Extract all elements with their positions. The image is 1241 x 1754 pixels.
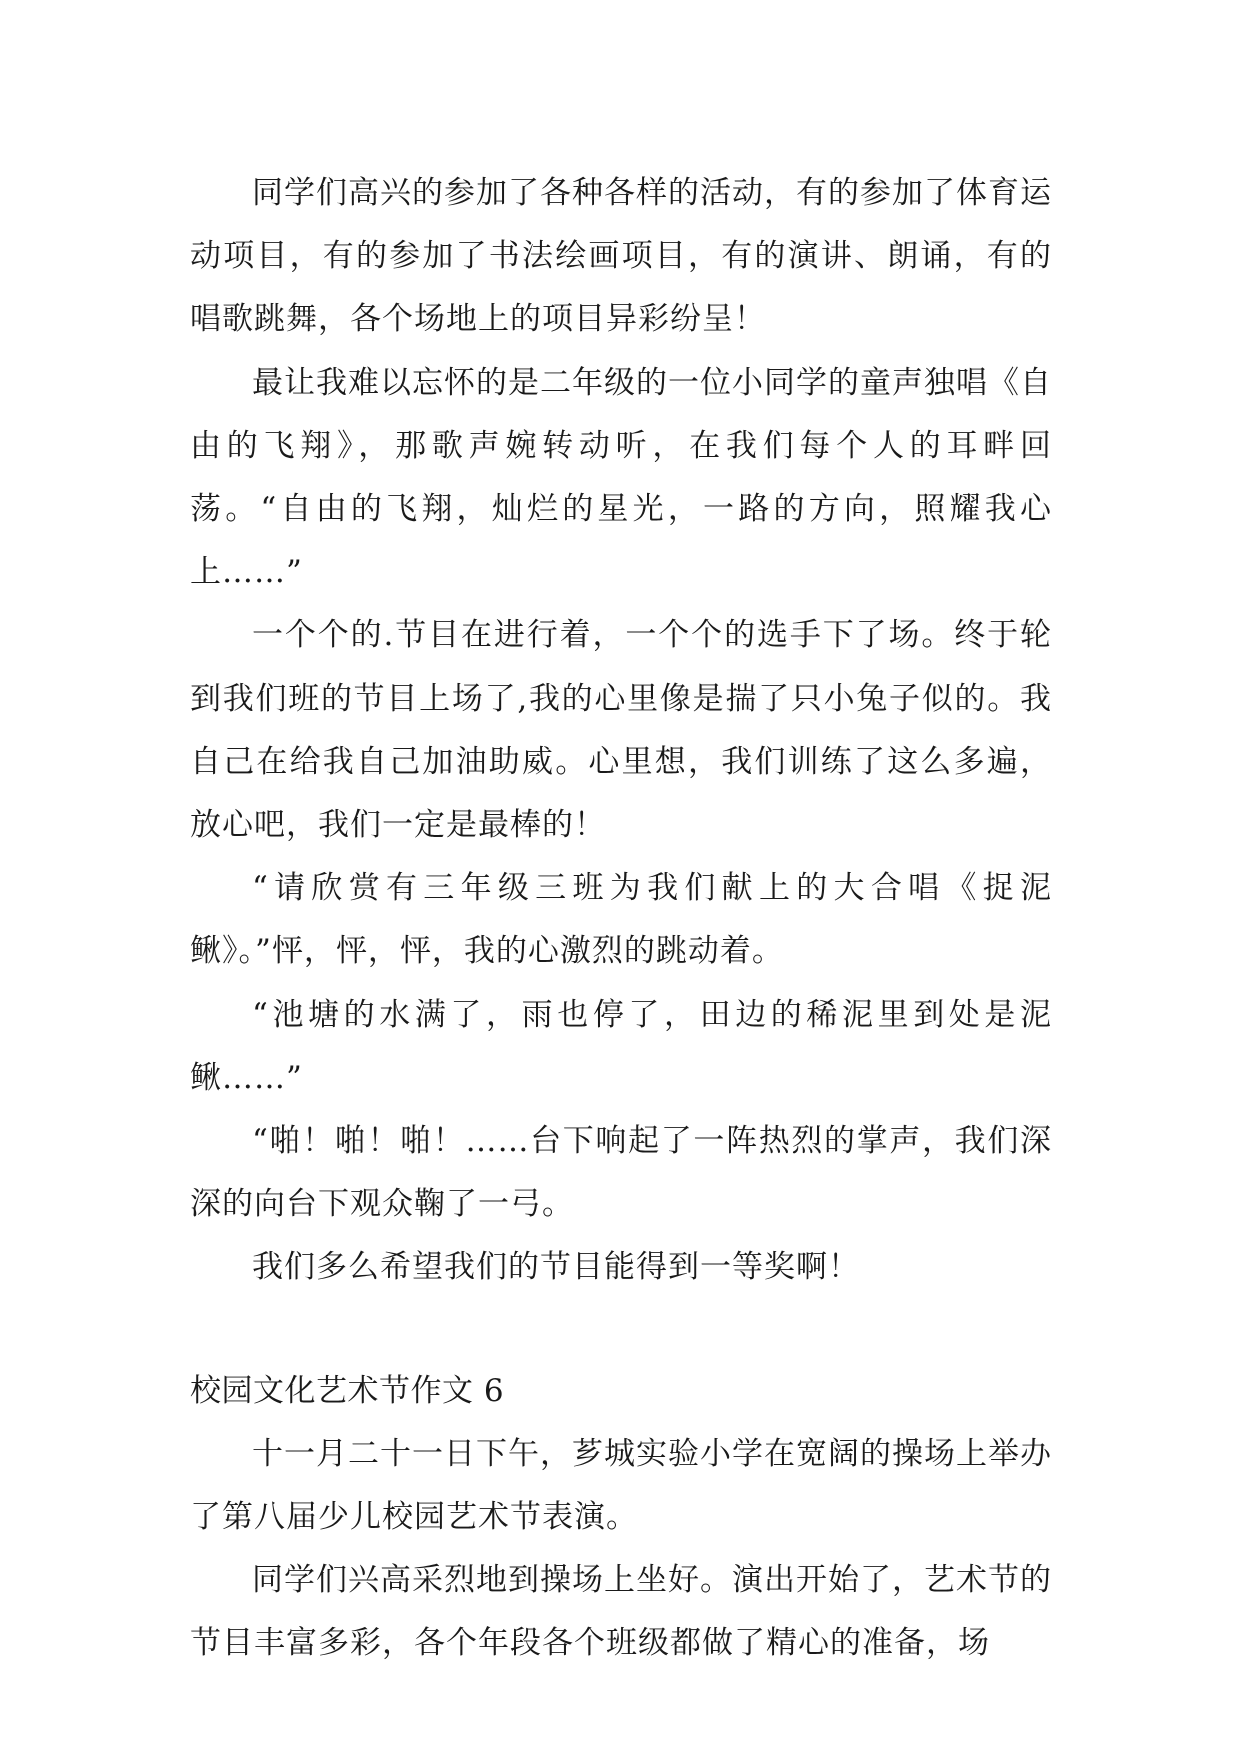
paragraph-announcement: “请欣赏有三年级三班为我们献上的大合唱《捉泥鳅》。”怦，怦，怦，我的心激烈的跳动着。 — [190, 870, 1052, 970]
paragraph-performance-start: 同学们兴高采烈地到操场上坐好。演出开始了，艺术节的节目丰富多彩，各个年段各个班级都做了精心的准备，场 — [190, 1562, 1052, 1662]
document-body — [190, 162, 1052, 1676]
paragraph-song-lyrics: “池塘的水满了，雨也停了，田边的稀泥里到处是泥鳅……” — [190, 996, 1052, 1096]
paragraph-solo-song: 最让我难以忘怀的是二年级的一位小同学的童声独唱《自由的飞翔》，那歌声婉转动听，在我们每个人的耳畔回荡。“自由的飞翔，灿烂的星光，一路的方向，照耀我心上……” — [190, 364, 1052, 591]
paragraph-activities: 同学们高兴的参加了各种各样的活动，有的参加了体育运动项目，有的参加了书法绘画项目，有的演讲、朗诵，有的唱歌跳舞，各个场地上的项目异彩纷呈！ — [190, 175, 1052, 338]
paragraph-our-turn: 一个个的.节目在进行着，一个个的选手下了场。终于轮到我们班的节目上场了,我的心里像是揣了只小兔子似的。我自己在给我自己加油助威。心里想，我们训练了这么多遍，放心吧，我们一定是最棒的！ — [190, 617, 1052, 844]
paragraph-event-intro: 十一月二十一日下午，芗城实验小学在宽阔的操场上举办了第八届少儿校园艺术节表演。 — [190, 1435, 1052, 1536]
section-title: 校园文化艺术节作文 6 — [190, 1372, 505, 1409]
paragraph-hope: 我们多么希望我们的节目能得到一等奖啊！ — [252, 1249, 860, 1286]
paragraph-applause: “啪！啪！啪！……台下响起了一阵热烈的掌声，我们深深的向台下观众鞠了一弓。 — [190, 1123, 1052, 1223]
